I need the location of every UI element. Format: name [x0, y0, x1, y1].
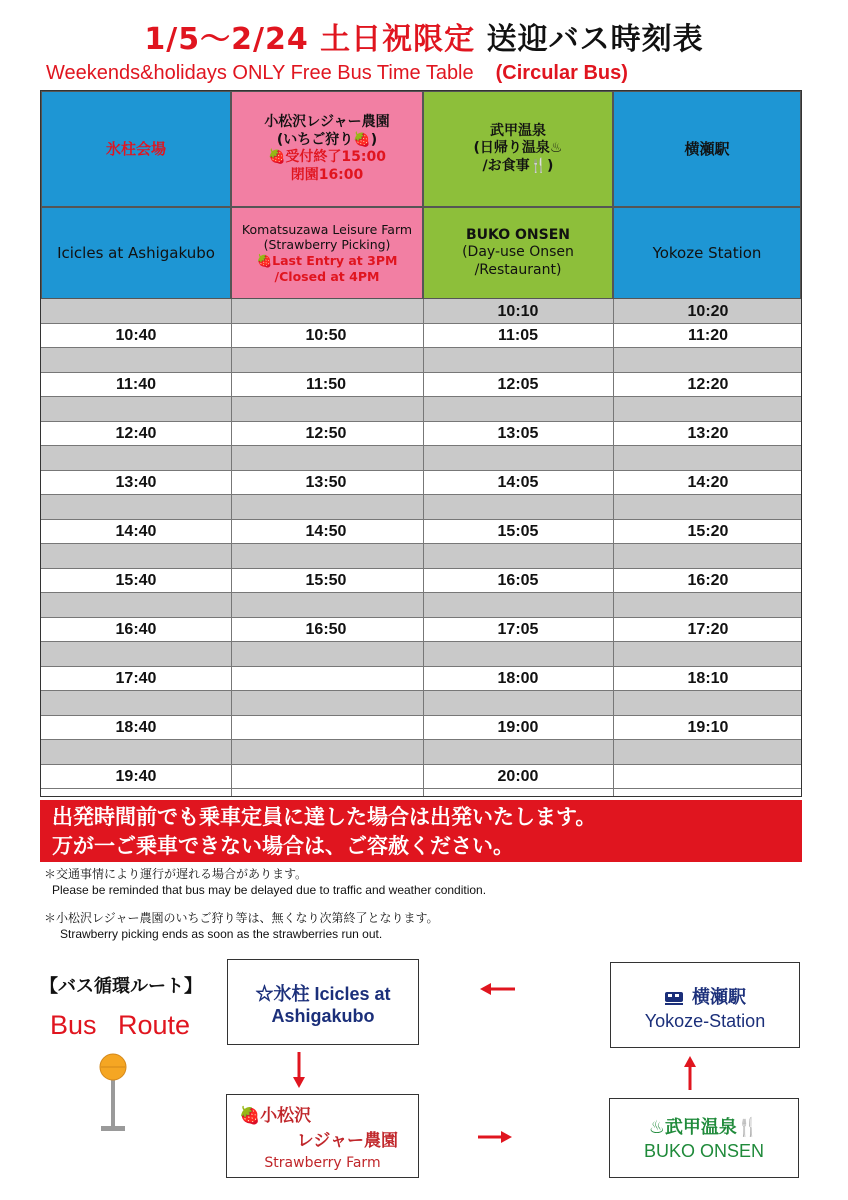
route-stop-farm [226, 1094, 419, 1178]
route-stop-yokoze [610, 962, 800, 1048]
col-en-buko: BUKO ONSEN [465, 226, 570, 243]
arrow-up-head [684, 1056, 696, 1067]
spacer-row [41, 642, 801, 666]
time-cell: 10:10 [497, 303, 539, 320]
timetable [40, 90, 802, 797]
col-en-farm: Komatsuzawa Leisure Farm [241, 221, 413, 237]
stop-ashigakubo-line2: Ashigakubo [271, 1006, 375, 1026]
time-cell: 17:05 [497, 621, 539, 638]
col-en-buko-sub: (Day-use Onsen [462, 244, 574, 261]
arrow-right-head [501, 1131, 512, 1143]
time-cell: 10:20 [687, 303, 729, 320]
spacer-row [41, 495, 801, 519]
time-cell: 14:50 [305, 523, 347, 540]
col-en-farm-note1: 🍓Last Entry at 3PM [256, 253, 398, 268]
header-en-buko [423, 207, 613, 299]
time-cell: 18:00 [497, 670, 539, 687]
restaurant-icon: 🍴 [736, 1117, 760, 1138]
title-dates: 1/5〜2/24 土日祝限定 [144, 22, 476, 57]
col-jp-farm-note2: 閉園16:00 [290, 166, 364, 183]
time-cell: 12:05 [497, 376, 539, 393]
col-jp-ashigakubo: 氷柱会場 [105, 139, 166, 158]
col-jp-farm: 小松沢レジャー農園 [264, 114, 390, 130]
note-2-en: Strawberry picking ends as soon as the strawberries run out. [60, 927, 383, 941]
route-stop-ashigakubo [227, 959, 419, 1045]
route-stop-buko [609, 1098, 799, 1178]
notice-line-1: 出発時間前でも乗車定員に達した場合は出発いたします。 [52, 805, 597, 829]
stop-yokoze-line2: Yokoze-Station [644, 1011, 766, 1031]
time-cell: 11:20 [687, 327, 729, 344]
time-cell: 13:50 [305, 474, 347, 491]
spacer-row [41, 691, 801, 715]
time-cell: 19:00 [497, 719, 539, 736]
col-jp-buko-sub: (日帰り温泉♨ [473, 140, 563, 157]
time-cell: 15:20 [687, 523, 729, 540]
note-1-jp: ＊交通事情により運行が遅れる場合があります。 [44, 867, 308, 881]
stop-ashigakubo-line1: ☆氷柱 Icicles at [255, 984, 391, 1004]
spacer-row [41, 348, 801, 372]
title-en-sub: (Circular Bus) [495, 62, 628, 84]
time-cell [613, 764, 803, 789]
header-jp-buko [423, 91, 613, 207]
spacer-row [41, 446, 801, 470]
stop-yokoze-row [611, 983, 799, 1009]
stop-buko-line2: BUKO ONSEN [643, 1141, 765, 1161]
col-jp-buko: 武甲温泉 [490, 122, 546, 139]
time-cell: 20:00 [497, 768, 539, 785]
arrow-down-head [293, 1077, 305, 1088]
header-jp-farm [231, 91, 423, 207]
strawberry-icon: 🍓 [239, 1106, 261, 1126]
spacer-row [41, 397, 801, 421]
col-jp-yokoze: 横瀬駅 [684, 139, 730, 158]
arrow-left-head [480, 983, 491, 995]
time-cell: 10:40 [115, 327, 157, 344]
time-cell: 14:20 [687, 474, 729, 491]
time-cell: 14:05 [497, 474, 539, 491]
stop-buko-row [610, 1113, 798, 1139]
spacer-row [41, 740, 801, 764]
stop-farm-line2: レジャー農園 [296, 1131, 398, 1151]
spacer-row [41, 544, 801, 568]
stop-buko-line1: 武甲温泉 [664, 1117, 737, 1138]
time-cell: 17:20 [687, 621, 729, 638]
col-en-buko-sub2: /Restaurant) [474, 261, 562, 278]
time-cell: 16:50 [305, 621, 347, 638]
col-jp-farm-note1: 🍓受付終了15:00 [268, 149, 386, 165]
stop-farm-name: 小松沢 [260, 1106, 312, 1126]
time-cell: 12:50 [305, 425, 347, 442]
time-cell: 15:40 [115, 572, 157, 589]
column-divider [423, 299, 424, 796]
bus-route-label: Bus Route [50, 1010, 191, 1040]
time-cell [41, 299, 231, 324]
header-en-ashigakubo [41, 207, 231, 299]
time-cell: 12:20 [687, 376, 729, 393]
time-cell: 11:50 [305, 376, 347, 393]
page-title [0, 14, 848, 58]
col-en-ashigakubo: Icicles at Ashigakubo [57, 243, 215, 262]
col-en-yokoze: Yokoze Station [652, 243, 762, 262]
onsen-icon: ♨ [648, 1117, 665, 1138]
time-cell: 15:50 [305, 572, 347, 589]
route-heading: 【バス循環ルート】 [40, 976, 202, 997]
page-subtitle [46, 62, 628, 85]
stop-yokoze-line1: 横瀬駅 [692, 987, 746, 1008]
title-timetable: 送迎バス時刻表 [475, 22, 704, 57]
time-cell: 15:05 [497, 523, 539, 540]
time-cell [231, 715, 421, 740]
time-cell: 16:05 [497, 572, 539, 589]
header-en-yokoze [613, 207, 801, 299]
header-jp-yokoze [613, 91, 801, 207]
col-en-farm-sub: (Strawberry Picking) [263, 237, 391, 253]
time-cell: 19:10 [687, 719, 729, 736]
col-en-farm-note2: /Closed at 4PM [274, 268, 380, 284]
time-cell: 11:05 [497, 327, 539, 344]
note-1-en: Please be reminded that bus may be delayed due to traffic and weather condition. [52, 883, 487, 897]
note-2-jp: ＊小松沢レジャー農園のいちご狩り等は、無くなり次第終了となります。 [44, 911, 439, 925]
time-cell [231, 764, 421, 789]
time-cell [231, 666, 421, 691]
col-jp-farm-sub: (いちご狩り🍓) [276, 131, 378, 148]
notice-banner [40, 800, 802, 862]
time-cell: 18:10 [687, 670, 729, 687]
column-divider [231, 299, 232, 796]
time-cell: 14:40 [115, 523, 157, 540]
time-cell: 19:40 [115, 768, 157, 785]
header-jp-ashigakubo [41, 91, 231, 207]
stop-farm-line1 [227, 1101, 418, 1126]
time-cell: 16:40 [115, 621, 157, 638]
notice-line-2: 万が一ご乗車できない場合は、ご容赦ください。 [52, 834, 514, 858]
time-cell: 13:05 [497, 425, 539, 442]
time-cell: 13:20 [687, 425, 729, 442]
time-cell [231, 299, 421, 324]
spacer-row [41, 593, 801, 617]
train-station-icon [664, 989, 684, 1005]
col-jp-buko-sub2: /お食事🍴) [482, 157, 554, 174]
time-cell: 18:40 [115, 719, 157, 736]
time-cell: 16:20 [687, 572, 729, 589]
column-divider [613, 299, 614, 796]
stop-farm-line3: Strawberry Farm [264, 1155, 381, 1171]
time-cell: 13:40 [115, 474, 157, 491]
time-cell: 12:40 [115, 425, 157, 442]
bus-stop-icon [96, 1052, 132, 1134]
time-cell: 17:40 [115, 670, 157, 687]
time-cell: 10:50 [305, 327, 347, 344]
header-en-farm [231, 207, 423, 299]
time-cell: 11:40 [115, 376, 157, 393]
title-en: Weekends&holidays ONLY Free Bus Time Table [46, 62, 474, 84]
